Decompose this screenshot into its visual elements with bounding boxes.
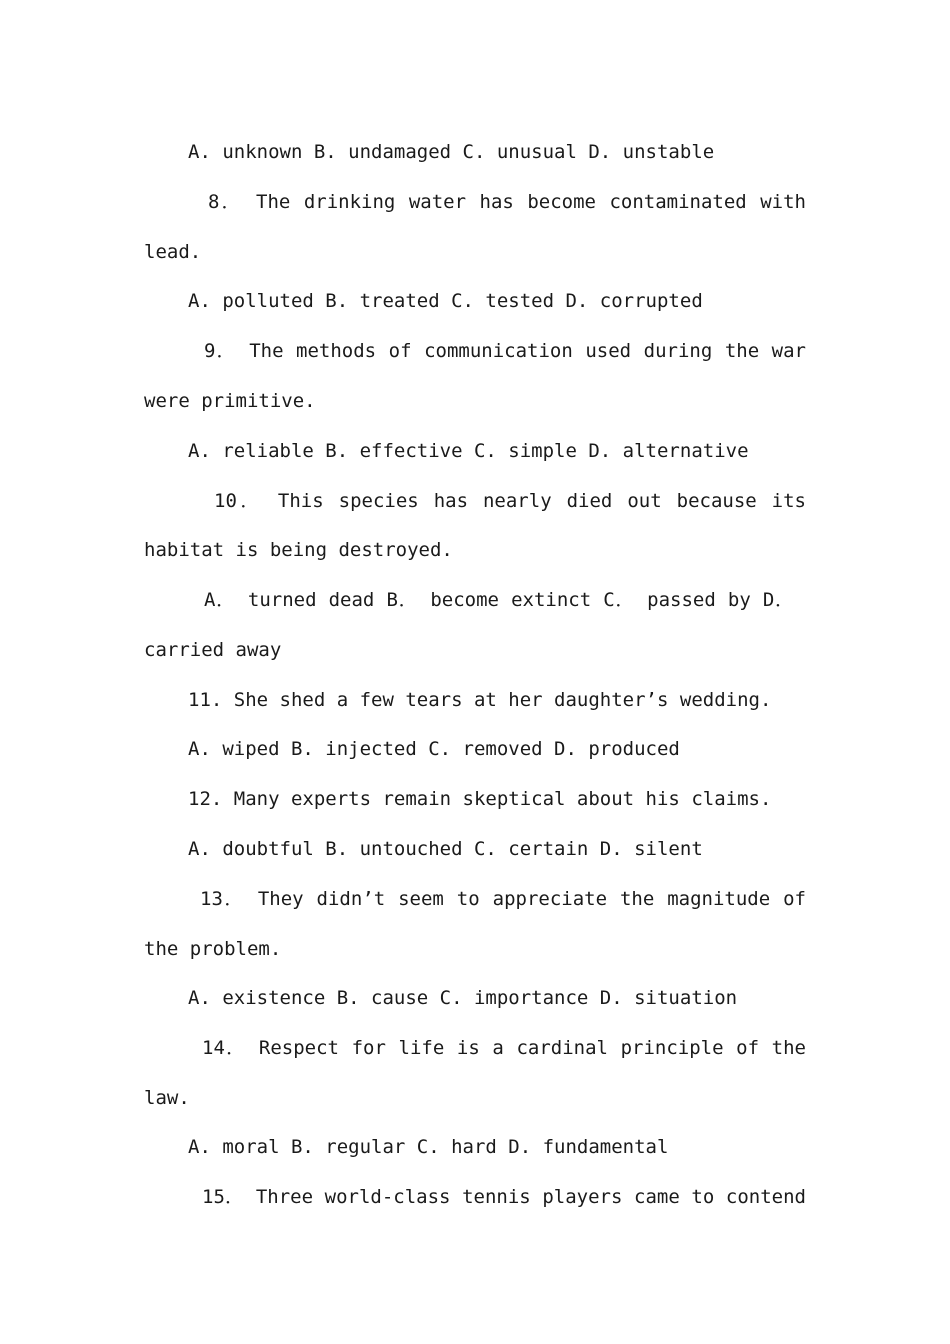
question-12: 12. Many experts remain skeptical about his claims. (188, 788, 772, 810)
question-14-line-1: 14． Respect for life is a cardinal principle of the (202, 1037, 806, 1059)
options-q13: A. existence B. cause C. importance D. situation (188, 987, 738, 1009)
options-q12: A. doubtful B. untouched C. certain D. silent (188, 838, 703, 860)
options-q7: A. unknown B. undamaged C. unusual D. unstable (188, 141, 715, 163)
question-8-line-2: lead. (144, 241, 202, 263)
question-9-line-1: 9． The methods of communication used during the war (204, 340, 806, 362)
options-q14: A. moral B. regular C. hard D. fundamental (188, 1136, 669, 1158)
question-10-line-2: habitat is being destroyed. (144, 539, 453, 561)
question-14-line-2: law. (144, 1087, 190, 1109)
options-q11: A. wiped B. injected C. removed D. produced (188, 738, 680, 760)
question-9-line-2: were primitive. (144, 390, 316, 412)
options-q8: A. polluted B. treated C. tested D. corrupted (188, 290, 703, 312)
question-11: 11. She shed a few tears at her daughter’s wedding. (188, 689, 772, 711)
options-q10-line-1: A． turned dead B． become extinct C． passed by D． (204, 589, 794, 611)
question-15-line-1: 15． Three world-class tennis players came to contend (202, 1186, 806, 1208)
question-13-line-2: the problem. (144, 938, 282, 960)
question-8-line-1: 8． The drinking water has become contaminated with (208, 191, 806, 213)
question-10-line-1: 10． This species has nearly died out because its (214, 490, 806, 512)
question-13-line-1: 13． They didn’t seem to appreciate the magnitude of (200, 888, 806, 910)
options-q9: A. reliable B. effective C. simple D. alternative (188, 440, 749, 462)
options-q10-line-2: carried away (144, 639, 282, 661)
